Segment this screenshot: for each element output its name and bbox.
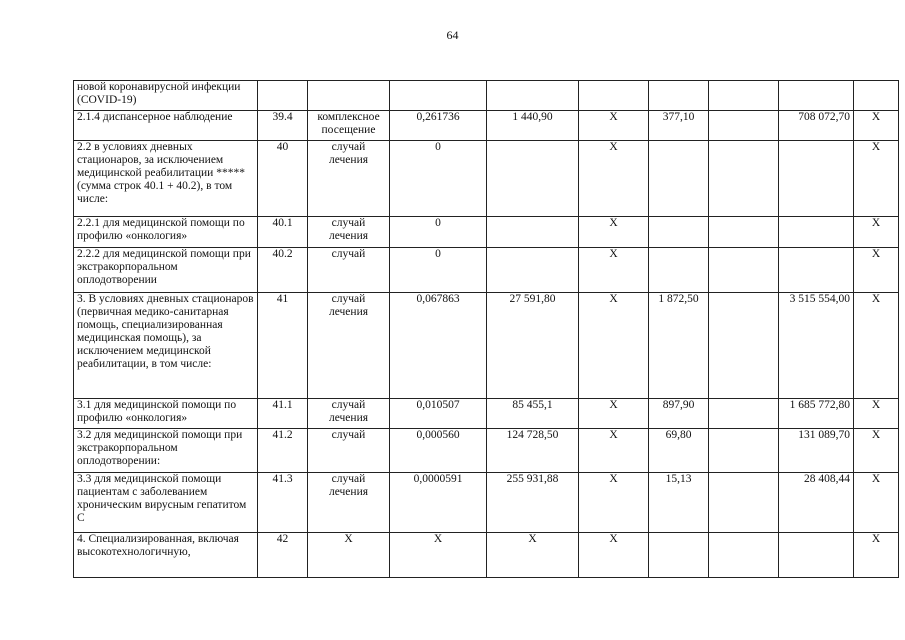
cell-name: 3.1 для медицинской помощи по профилю «онкология»: [74, 399, 258, 429]
cell-col7: [649, 533, 709, 578]
cell-col6: Х: [579, 217, 649, 248]
cell-name: 3. В условиях дневных стационаров (первичная медико-санитарная помощь, специализированная медицинская помощь), за исключением медицинской реабилитации, в том числе:: [74, 293, 258, 399]
cell-col8: [709, 111, 779, 141]
cell-col7: 69,80: [649, 429, 709, 473]
cell-col7: 1 872,50: [649, 293, 709, 399]
cell-col8: [709, 473, 779, 533]
cell-code: 42: [258, 533, 308, 578]
cell-unit: комплексное посещение: [308, 111, 390, 141]
cell-cost: 255 931,88: [487, 473, 579, 533]
cell-col8: [709, 248, 779, 293]
cell-cost: [487, 81, 579, 111]
cell-cost: Х: [487, 533, 579, 578]
cell-col10: [854, 81, 899, 111]
cell-col6: Х: [579, 429, 649, 473]
cell-code: 40: [258, 141, 308, 217]
cell-code: 41.3: [258, 473, 308, 533]
cell-col8: [709, 293, 779, 399]
cell-name: 3.2 для медицинской помощи при экстракорпоральном оплодотворении:: [74, 429, 258, 473]
cell-norm: 0: [390, 217, 487, 248]
cell-unit: случай лечения: [308, 217, 390, 248]
cell-col7: [649, 141, 709, 217]
table-row: [74, 248, 899, 293]
cell-name: новой коронавирусной инфекции (COVID-19): [74, 81, 258, 111]
cell-cost: [487, 217, 579, 248]
table-row: [74, 293, 899, 399]
cell-norm: 0: [390, 248, 487, 293]
cell-col6: Х: [579, 473, 649, 533]
cell-col6: Х: [579, 248, 649, 293]
cell-col10: Х: [854, 473, 899, 533]
page-number: 64: [446, 28, 459, 42]
cell-unit: случай лечения: [308, 293, 390, 399]
cell-cost: 85 455,1: [487, 399, 579, 429]
cell-col10: Х: [854, 248, 899, 293]
cell-col10: Х: [854, 217, 899, 248]
cell-col10: Х: [854, 141, 899, 217]
cell-col7: [649, 81, 709, 111]
cell-name: 3.3 для медицинской помощи пациентам с заболеванием хроническим вирусным гепатитом С: [74, 473, 258, 533]
table-row: [74, 533, 899, 578]
cell-unit: случай: [308, 429, 390, 473]
cell-unit: Х: [308, 533, 390, 578]
cell-norm: 0,010507: [390, 399, 487, 429]
cell-col7: [649, 248, 709, 293]
cell-col7: 15,13: [649, 473, 709, 533]
cell-code: 41.2: [258, 429, 308, 473]
cell-code: 41: [258, 293, 308, 399]
cell-cost: [487, 248, 579, 293]
table-row: [74, 217, 899, 248]
cell-norm: Х: [390, 533, 487, 578]
cell-name: 2.2.1 для медицинской помощи по профилю «онкология»: [74, 217, 258, 248]
norms-table: [73, 80, 899, 578]
cell-norm: 0,261736: [390, 111, 487, 141]
table-row: [74, 399, 899, 429]
cell-col9: 708 072,70: [779, 111, 854, 141]
cell-code: 40.2: [258, 248, 308, 293]
cell-name: 2.2 в условиях дневных стационаров, за исключением медицинской реабилитации ***** (сумма строк 40.1 + 40.2), в том числе:: [74, 141, 258, 217]
cell-col6: Х: [579, 111, 649, 141]
table-row: [74, 141, 899, 217]
table-row: [74, 111, 899, 141]
cell-col10: Х: [854, 533, 899, 578]
cell-unit: случай лечения: [308, 399, 390, 429]
cell-col8: [709, 533, 779, 578]
cell-col9: [779, 248, 854, 293]
cell-norm: 0,067863: [390, 293, 487, 399]
table-body: [74, 81, 899, 578]
table-row: [74, 81, 899, 111]
cell-cost: 27 591,80: [487, 293, 579, 399]
cell-code: 39.4: [258, 111, 308, 141]
cell-col9: 3 515 554,00: [779, 293, 854, 399]
cell-unit: [308, 81, 390, 111]
cell-col6: Х: [579, 533, 649, 578]
cell-name: 2.1.4 диспансерное наблюдение: [74, 111, 258, 141]
cell-col10: Х: [854, 429, 899, 473]
cell-norm: [390, 81, 487, 111]
cell-col7: [649, 217, 709, 248]
cell-col8: [709, 399, 779, 429]
cell-code: [258, 81, 308, 111]
cell-col10: Х: [854, 111, 899, 141]
cell-cost: 1 440,90: [487, 111, 579, 141]
cell-cost: [487, 141, 579, 217]
cell-code: 40.1: [258, 217, 308, 248]
cell-col7: 897,90: [649, 399, 709, 429]
cell-col10: Х: [854, 399, 899, 429]
cell-col9: 131 089,70: [779, 429, 854, 473]
cell-col10: Х: [854, 293, 899, 399]
cell-col8: [709, 217, 779, 248]
cell-col7: 377,10: [649, 111, 709, 141]
cell-unit: случай лечения: [308, 473, 390, 533]
cell-col8: [709, 141, 779, 217]
table-row: [74, 473, 899, 533]
cell-norm: 0,000560: [390, 429, 487, 473]
cell-name: 2.2.2 для медицинской помощи при экстракорпоральном оплодотворении: [74, 248, 258, 293]
cell-col6: Х: [579, 399, 649, 429]
cell-col9: 28 408,44: [779, 473, 854, 533]
cell-col8: [709, 429, 779, 473]
cell-unit: случай: [308, 248, 390, 293]
cell-unit: случай лечения: [308, 141, 390, 217]
cell-col9: [779, 533, 854, 578]
cell-code: 41.1: [258, 399, 308, 429]
cell-cost: 124 728,50: [487, 429, 579, 473]
cell-col9: [779, 217, 854, 248]
cell-col6: [579, 81, 649, 111]
cell-norm: 0: [390, 141, 487, 217]
table-row: [74, 429, 899, 473]
cell-col6: Х: [579, 141, 649, 217]
cell-norm: 0,0000591: [390, 473, 487, 533]
cell-col6: Х: [579, 293, 649, 399]
cell-col9: [779, 141, 854, 217]
cell-col8: [709, 81, 779, 111]
cell-col9: 1 685 772,80: [779, 399, 854, 429]
cell-col9: [779, 81, 854, 111]
cell-name: 4. Специализированная, включая высокотехнологичную,: [74, 533, 258, 578]
